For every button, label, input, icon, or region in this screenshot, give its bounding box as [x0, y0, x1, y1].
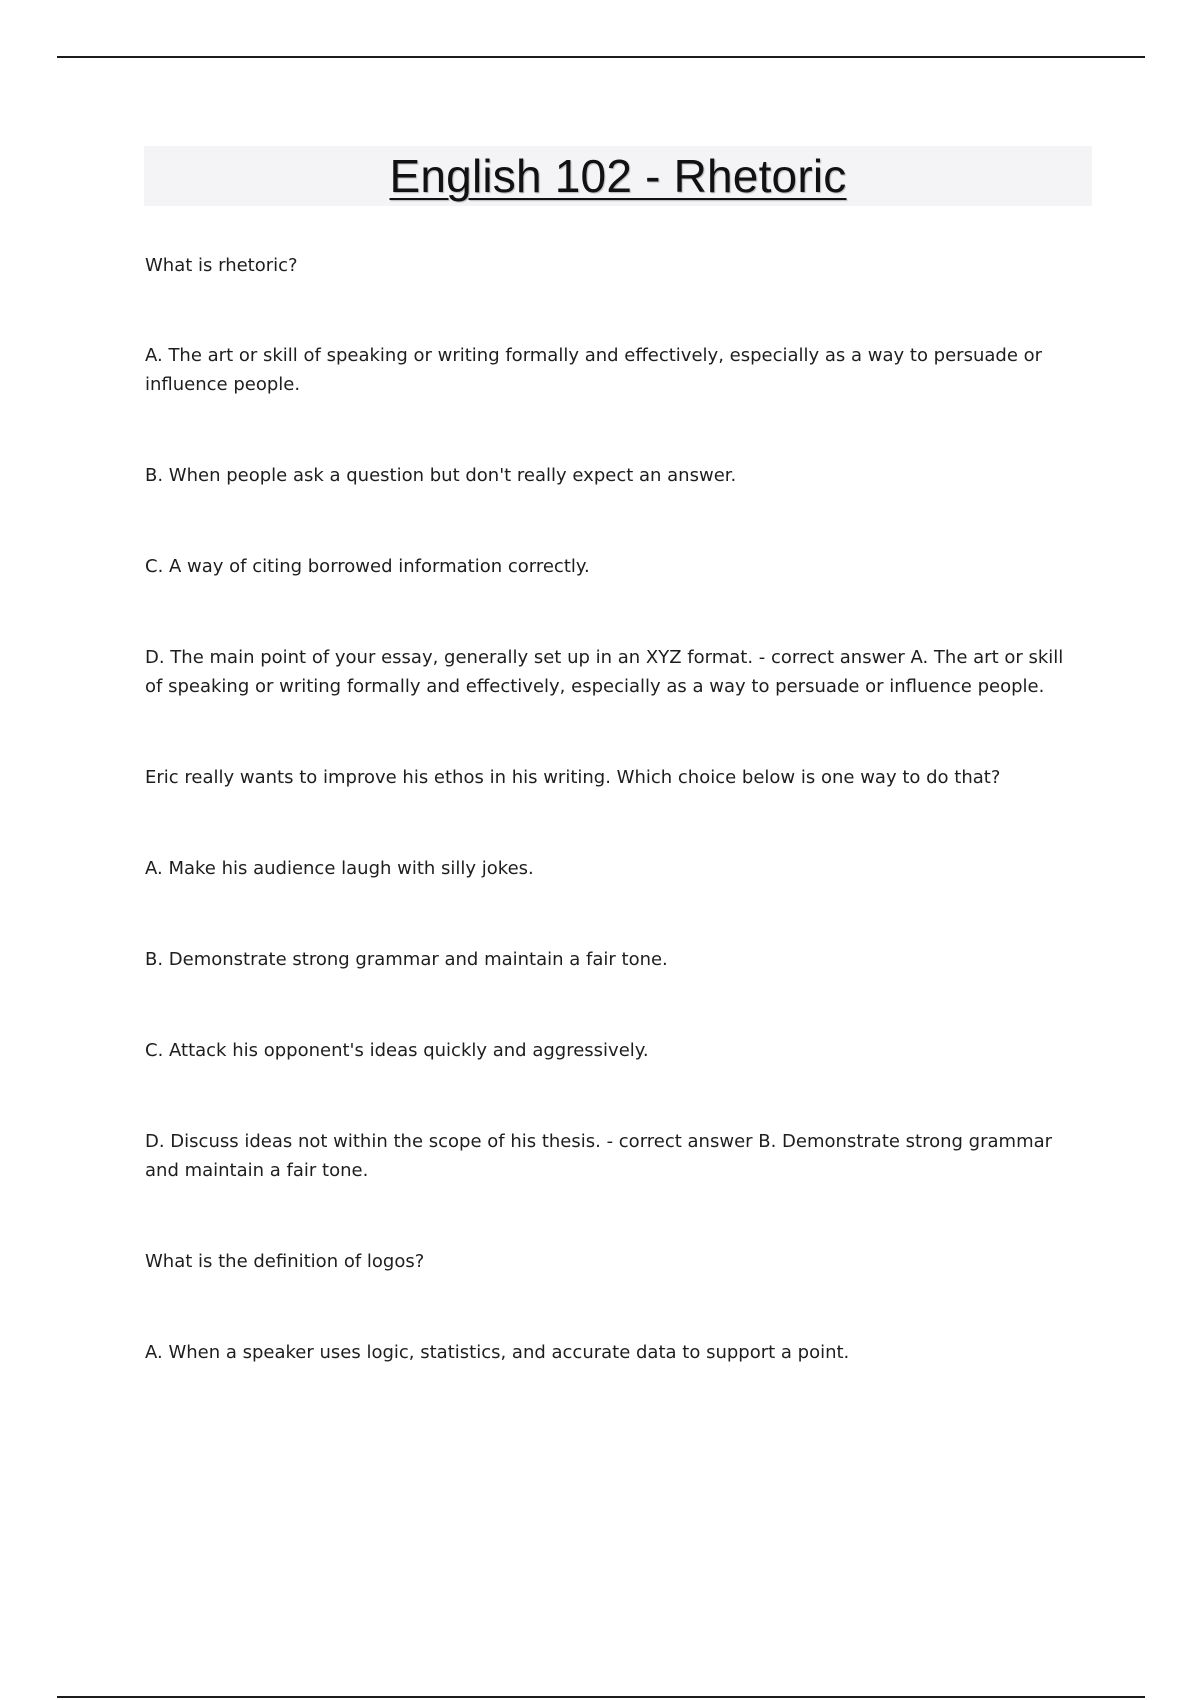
question-1-option-c: C. A way of citing borrowed information correctly.	[145, 556, 590, 577]
question-3: What is the definition of logos?	[145, 1251, 425, 1272]
question-1-option-d-answer: D. The main point of your essay, generally set up in an XYZ format. - correct answer A. The art or skill of speaking or writing formally and effectively, especially as a way to persuade or influence people.	[145, 647, 1064, 697]
question-1-option-b: B. When people ask a question but don't really expect an answer.	[145, 465, 737, 486]
question-3-option-a: A. When a speaker uses logic, statistics, and accurate data to support a point.	[145, 1342, 850, 1363]
question-2-option-b: B. Demonstrate strong grammar and maintain a fair tone.	[145, 949, 668, 970]
question-2-option-a: A. Make his audience laugh with silly jokes.	[145, 858, 534, 879]
question-1: What is rhetoric?	[145, 255, 298, 276]
title-band	[144, 146, 1092, 206]
question-1-option-a: A. The art or skill of speaking or writing formally and effectively, especially as a way to persuade or influence people.	[145, 345, 1043, 395]
top-rule	[57, 56, 1145, 58]
question-2: Eric really wants to improve his ethos in his writing. Which choice below is one way to do that?	[145, 767, 1001, 788]
question-2-option-c: C. Attack his opponent's ideas quickly and aggressively.	[145, 1040, 649, 1061]
question-2-option-d-answer: D. Discuss ideas not within the scope of his thesis. - correct answer B. Demonstrate strong grammar and maintain a fair tone.	[145, 1131, 1053, 1181]
page-title: English 102 - Rhetoric	[389, 150, 847, 202]
bottom-rule	[57, 1696, 1145, 1698]
